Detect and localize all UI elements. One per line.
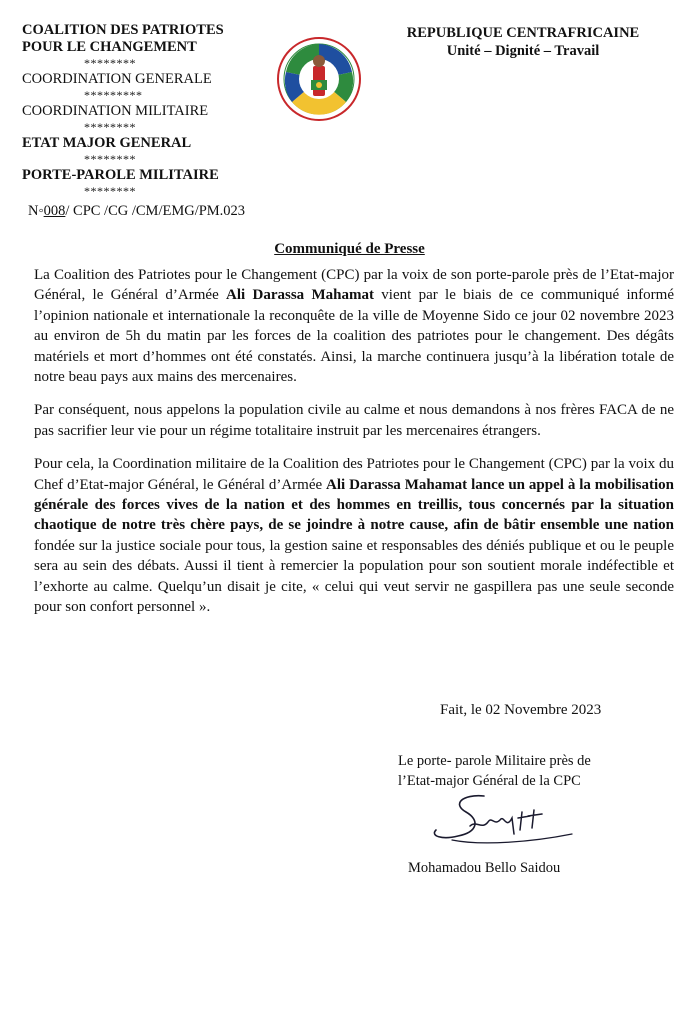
national-motto: Unité – Dignité – Travail xyxy=(446,43,600,59)
porte-parole-militaire: PORTE-PAROLE MILITAIRE xyxy=(22,167,219,183)
org-line2: POUR LE CHANGEMENT xyxy=(22,39,197,55)
paragraph-1: La Coalition des Patriotes pour le Changement (CPC) par la voix de son porte-parole près de l’Etat-major Général, le Général d’Armée Ali Darassa Mahamat vient par le biais de ce communiqué informé l’opinion nationale et internationale la reconquête de la ville de Moyenne Sido ce jour 02 novembre 2023 au environ de 5h du matin par les forces de la coalition des patriotes pour le changement. Des dégâts matériels et mort d’hommes ont été constatés. Ainsi, la marche continuera jusqu’à la libération totale de notre beau pays aux mains des mercenaires. xyxy=(34,267,674,386)
stars-separator: ******** xyxy=(84,152,136,166)
date-line: Fait, le 02 Novembre 2023 xyxy=(440,702,602,718)
stars-separator: ******** xyxy=(84,184,136,198)
header-right xyxy=(398,24,648,60)
coordination-militaire: COORDINATION MILITAIRE xyxy=(22,103,209,119)
country-name: REPUBLIQUE CENTRAFRICAINE xyxy=(406,25,640,41)
reference-number: N◦008/ CPC /CG /CM/EMG/PM.023 xyxy=(28,203,246,219)
stars-separator: ******** xyxy=(84,56,136,70)
cpc-emblem-icon xyxy=(276,36,362,122)
body-text xyxy=(34,265,674,631)
signature-block xyxy=(398,751,591,791)
org-line1: COALITION DES PATRIOTES xyxy=(22,22,224,38)
etat-major-general: ETAT MAJOR GENERAL xyxy=(22,135,192,151)
signatory-name: Mohamadou Bello Saidou xyxy=(408,860,561,876)
stars-separator: ******** xyxy=(84,120,136,134)
paragraph-3: Pour cela, la Coordination militaire de la Coalition des Patriotes pour le Changement (CPC) par la voix du Chef d’Etat-major Général, le Général d’Armée Ali Darassa Mahamat lance un appel à la mobilisation générale des forces vives de la nation et des hommes en treillis, tous concernés par la situation chaotique de notre très chère pays, de se joindre à notre cause, afin de bâtir ensemble une nation fondée sur la justice sociale pour tous, la gestion saine et responsables des déniés publique et ou le peuple sera au sein des débats. Aussi il tient à remercier la population pour son soutient morale indéfectible et l’exhorte au calme. Quelqu’un disait je cite, « celui qui veut servir ne gaspillera pas une seule seconde pour son confort personnel ». xyxy=(34,456,674,616)
coordination-generale: COORDINATION GENERALE xyxy=(22,71,212,87)
signatory-title-line1: Le porte- parole Militaire près de xyxy=(398,753,591,769)
paragraph-2: Par conséquent, nous appelons la population civile au calme et nous demandons à nos frères FACA de ne pas sacrifier leur vie pour un régime totalitaire instruit par les mercenaires étrangers. xyxy=(34,402,674,439)
stars-separator: ********* xyxy=(84,88,143,102)
press-release-title: Communiqué de Presse xyxy=(274,241,425,257)
handwritten-signature-icon xyxy=(422,790,582,860)
header-left xyxy=(22,22,272,220)
signatory-title-line2: l’Etat-major Général de la CPC xyxy=(398,773,581,789)
